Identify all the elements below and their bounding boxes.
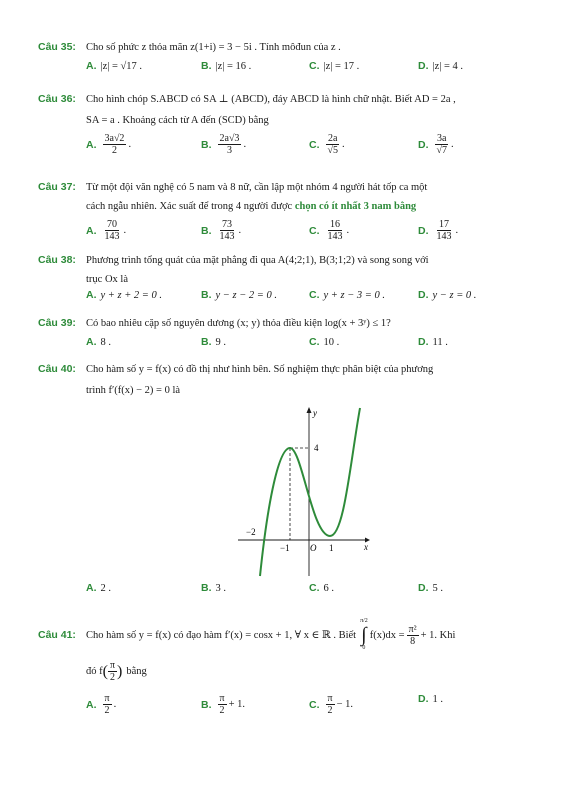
question-text-line2: SA = a . Khoảng cách từ A đến (SCD) bằng bbox=[86, 115, 269, 126]
options bbox=[38, 289, 538, 309]
option-c[interactable]: C. $\frac{\pi}{2}$ − 1. bbox=[309, 693, 353, 716]
options bbox=[38, 336, 538, 356]
tick-label-neg2: −2 bbox=[246, 527, 256, 537]
integral: π/2 ∫ 0 f(x)dx = $\frac{\text{π²}}{8}$ + 1. Khi bbox=[360, 618, 456, 651]
y-axis-arrow bbox=[307, 407, 312, 413]
question-text-line2: đó f ( $\frac{\pi}{2}$ ) bằng bbox=[86, 660, 147, 683]
option-d[interactable]: D. $\frac{17}{143}$ . bbox=[418, 219, 459, 242]
option-d[interactable]: D. 1 . bbox=[418, 693, 443, 705]
question-label: Câu 38: bbox=[38, 254, 76, 266]
fraction: $\frac{16}{143}$ bbox=[327, 219, 343, 242]
question-41 bbox=[38, 616, 538, 723]
option-a[interactable]: A. y + z + 2 = 0 . bbox=[86, 289, 163, 301]
question-label: Câu 39: bbox=[38, 317, 76, 329]
question-text-line2: trình f′(f(x) − 2) = 0 là bbox=[86, 385, 181, 396]
fraction: $\frac{70}{143}$ bbox=[104, 219, 120, 242]
options bbox=[38, 133, 538, 163]
origin-label: O bbox=[310, 543, 317, 553]
question-40-options bbox=[38, 582, 538, 602]
fraction: $\frac{\pi}{2}$ bbox=[327, 693, 333, 716]
tick-label-neg1: −1 bbox=[280, 543, 290, 553]
option-d[interactable]: D. |z| = 4 . bbox=[418, 60, 464, 72]
question-text: Cho số phức z thỏa mãn z(1+i) = 3 − 5i . Tính môđun của z . bbox=[86, 42, 341, 53]
question-label: Câu 37: bbox=[38, 181, 76, 193]
option-b[interactable]: B. $\frac{\pi}{2}$ + 1. bbox=[201, 693, 245, 716]
option-b[interactable]: B. 3 . bbox=[201, 582, 226, 594]
option-b[interactable]: B. $\frac{2a√3}{3}$ . bbox=[201, 133, 247, 156]
option-d[interactable]: D. 11 . bbox=[418, 336, 448, 348]
option-a[interactable]: A. 8 . bbox=[86, 336, 111, 348]
question-text: Cho hàm số y = f(x) có đạo hàm f′(x) = cosx + 1, ∀ x ∈ ℝ . Biết π/2 ∫ 0 f(x)dx = $\frac{\text{π²}}{8}$ + 1. Khi bbox=[86, 618, 456, 651]
question-39 bbox=[38, 316, 538, 356]
option-a[interactable]: A. $\frac{3a√2}{2}$ . bbox=[86, 133, 132, 156]
option-b[interactable]: B. |z| = 16 . bbox=[201, 60, 252, 72]
question-text: Cho hàm số y = f(x) có đồ thị như hình bên. Số nghiệm thực phân biệt của phương bbox=[86, 364, 434, 375]
question-text-line2: trục Ox là bbox=[86, 274, 128, 285]
fraction: $\frac{2a√3}{3}$ bbox=[219, 133, 240, 156]
options bbox=[38, 219, 538, 249]
fraction: $\frac{\pi}{2}$ bbox=[219, 693, 225, 716]
question-36 bbox=[38, 92, 538, 163]
option-c[interactable]: C. $\frac{16}{143}$ . bbox=[309, 219, 350, 242]
tick-label-4: 4 bbox=[314, 443, 319, 453]
option-d[interactable]: D. 5 . bbox=[418, 582, 443, 594]
question-text: Cho hình chóp S.ABCD có SA ⊥ (ABCD), đáy ABCD là hình chữ nhật. Biết AD = 2a , bbox=[86, 94, 456, 105]
question-label: Câu 36: bbox=[38, 93, 76, 105]
question-text: Có bao nhiêu cặp số nguyên dương (x; y) thỏa điều kiện log(x + 3ʸ) ≤ 1? bbox=[86, 318, 391, 329]
fraction: $\frac{17}{143}$ bbox=[436, 219, 452, 242]
option-c[interactable]: C. |z| = 17 . bbox=[309, 60, 360, 72]
fraction: $\frac{73}{143}$ bbox=[219, 219, 235, 242]
question-40 bbox=[38, 362, 538, 398]
question-label: Câu 40: bbox=[38, 363, 76, 375]
options bbox=[38, 60, 538, 80]
tick-label-1: 1 bbox=[329, 543, 334, 553]
fraction: $\frac{3a}{√7}$ bbox=[436, 133, 447, 156]
question-text: Phương trình tổng quát của mặt phẳng đi qua A(4;2;1), B(3;1;2) và song song với bbox=[86, 255, 429, 266]
option-d[interactable]: D. y − z = 0 . bbox=[418, 289, 477, 301]
option-c[interactable]: C. 10 . bbox=[309, 336, 340, 348]
option-b[interactable]: B. y − z − 2 = 0 . bbox=[201, 289, 278, 301]
question-label: Câu 41: bbox=[38, 628, 76, 641]
fraction: $\frac{\pi}{2}$ bbox=[104, 693, 110, 716]
question-label: Câu 35: bbox=[38, 41, 76, 53]
options bbox=[38, 582, 538, 602]
question-37 bbox=[38, 180, 538, 249]
question-text-line2: cách ngẫu nhiên. Xác suất để trong 4 người được chọn có ít nhất 3 nam bằng bbox=[86, 201, 417, 212]
option-c[interactable]: C. $\frac{2a}{√5}$ . bbox=[309, 133, 345, 156]
highlight-text: chọn có ít nhất 3 nam bằng bbox=[294, 201, 417, 212]
y-axis-label: y bbox=[313, 408, 317, 418]
question-35 bbox=[38, 40, 538, 80]
question-38 bbox=[38, 253, 538, 309]
option-a[interactable]: A. |z| = √17 . bbox=[86, 60, 143, 72]
option-a[interactable]: A. $\frac{\pi}{2}$ . bbox=[86, 693, 117, 716]
fraction: $\frac{2a}{√5}$ bbox=[327, 133, 338, 156]
x-axis-label: x bbox=[364, 542, 368, 552]
option-a[interactable]: A. 2 . bbox=[86, 582, 111, 594]
function-graph bbox=[236, 404, 376, 579]
option-a[interactable]: A. $\frac{70}{143}$ . bbox=[86, 219, 127, 242]
options bbox=[38, 693, 538, 723]
option-c[interactable]: C. y + z − 3 = 0 . bbox=[309, 289, 386, 301]
option-d[interactable]: D. $\frac{3a}{√7}$ . bbox=[418, 133, 454, 156]
option-b[interactable]: B. 9 . bbox=[201, 336, 226, 348]
question-text: Từ một đội văn nghệ có 5 nam và 8 nữ, cần lập một nhóm 4 người hát tốp ca một bbox=[86, 182, 428, 193]
option-b[interactable]: B. $\frac{73}{143}$ . bbox=[201, 219, 242, 242]
option-c[interactable]: C. 6 . bbox=[309, 582, 334, 594]
fraction: $\frac{3a√2}{2}$ bbox=[104, 133, 125, 156]
